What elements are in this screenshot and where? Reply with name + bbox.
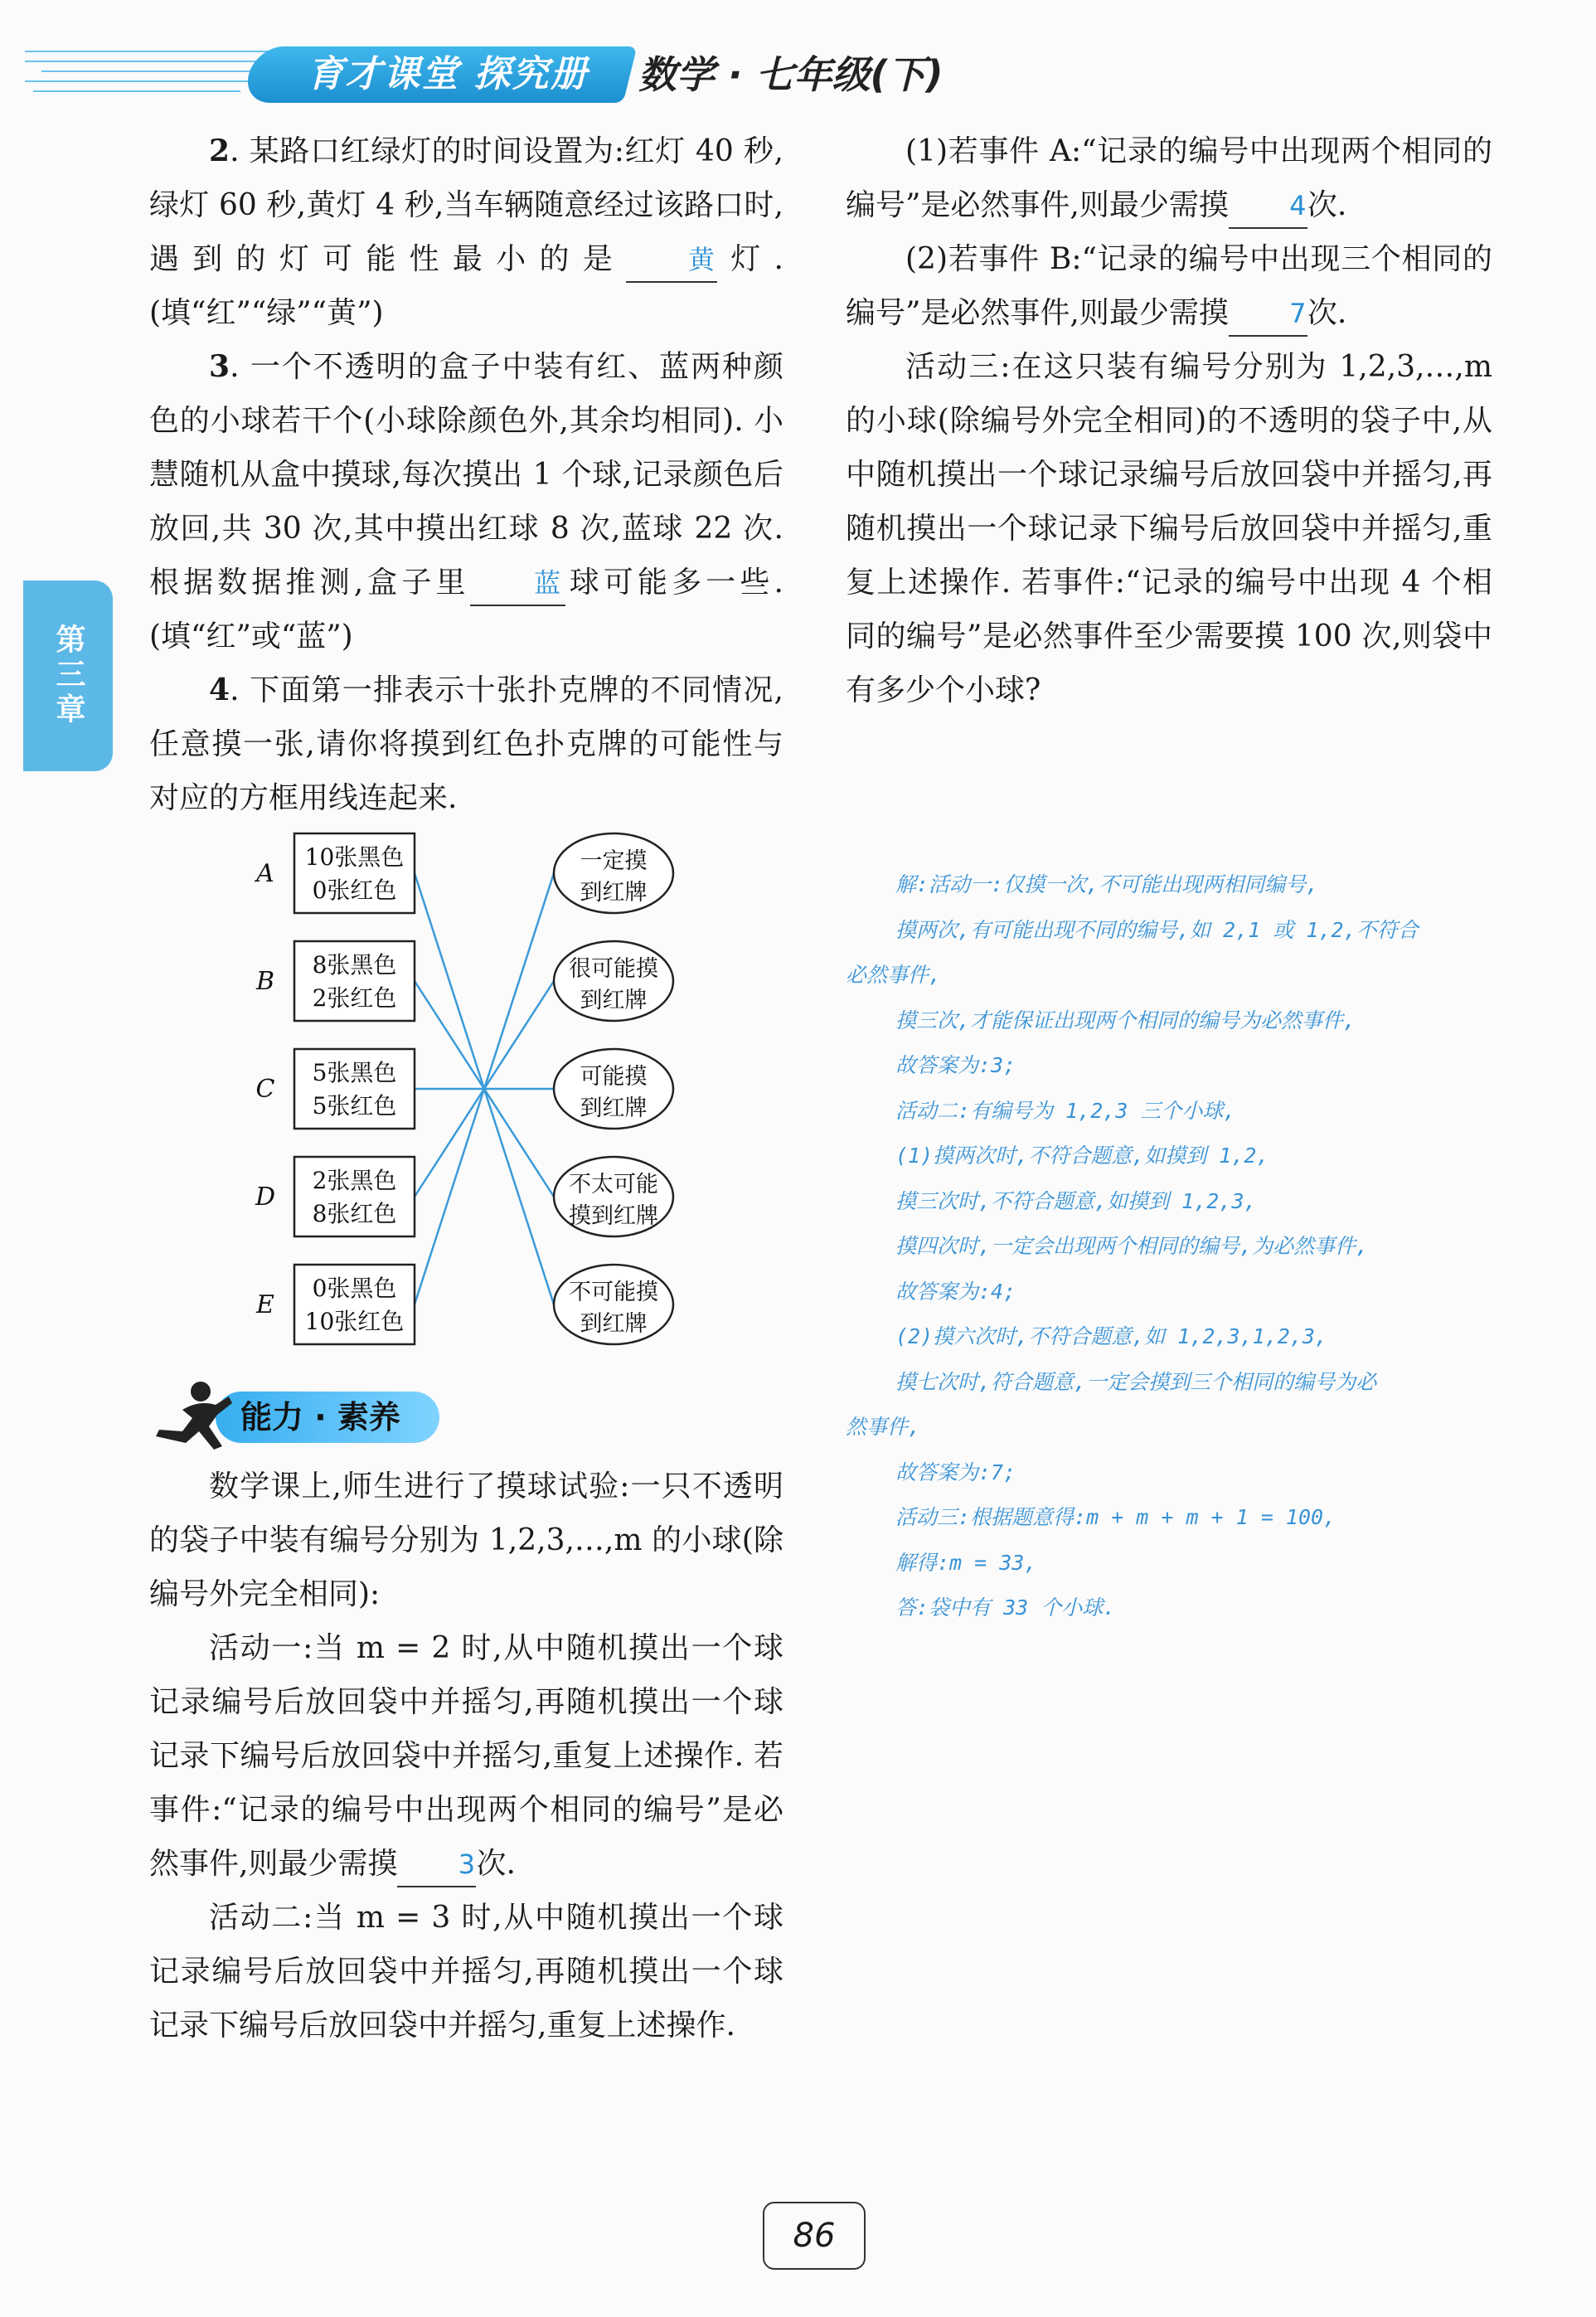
solution-line: 必然事件, — [846, 963, 942, 987]
card-box-line1-a: 10张黑色 — [304, 843, 405, 871]
card-box-letter-a: A — [256, 859, 274, 888]
matching-diagram — [249, 825, 696, 1356]
likelihood-oval-line2-4: 摸到红牌 — [569, 1203, 658, 1229]
page-number: 86 — [763, 2202, 866, 2270]
solution-line: 答:袋中有 33 个小球. — [895, 1596, 1116, 1620]
part-2-text: (2)若事件 B:“记录的编号中出现三个相同的编号”是必然事件,则最少需摸 — [846, 242, 1492, 330]
likelihood-oval-line1-4: 不太可能 — [569, 1172, 658, 1197]
header-subject: 数学 · 七年级(下) — [638, 52, 944, 97]
question-4-number: 4 — [209, 673, 230, 707]
question-3-answer: 蓝 — [470, 561, 565, 606]
ability-title: 能力 · 素养 — [240, 1399, 400, 1435]
part-2-end: 次. — [1307, 296, 1347, 330]
ability-section-header — [149, 1377, 448, 1451]
activity-3: 活动三:在这只装有编号分别为 1,2,3,…,m 的小球(除编号外完全相同)的不透明的袋子中,从中随机摸出一个球记录编号后放回袋中并摇匀,再随机摸出一个球记录下编号后放回袋中并摇匀,重复上述操作. 若事件:“记录的编号中出现 4 个相同的编号”是必然事件至少需要摸 100 次,则袋中有多少个小球? — [846, 350, 1492, 707]
activity-1-answer: 3 — [397, 1843, 476, 1887]
activity-1-text: 活动一:当 m = 2 时,从中随机摸出一个球记录编号后放回袋中并摇匀,再随机摸出一个球记录下编号后放回袋中并摇匀,重复上述操作. 若事件:“记录的编号中出现两个相同的编号”是必然事件,则最少需摸 — [149, 1631, 783, 1881]
question-3-number: 3 — [209, 349, 230, 384]
solution-line: 解:活动一:仅摸一次,不可能出现两相同编号, — [895, 872, 1319, 896]
likelihood-oval-line2-2: 到红牌 — [580, 988, 648, 1013]
card-box-line2-a: 0张红色 — [312, 877, 397, 904]
card-box-letter-c: C — [255, 1075, 275, 1104]
likelihood-oval-line2-5: 到红牌 — [580, 1311, 648, 1337]
solution-line: 摸三次,才能保证出现两个相同的编号为必然事件, — [895, 1008, 1356, 1032]
card-box-letter-b: B — [255, 967, 275, 996]
card-box-line2-c: 5张红色 — [312, 1092, 397, 1120]
solution-line: (2)摸六次时,不符合题意,如 1,2,3,1,2,3, — [895, 1324, 1327, 1348]
question-2-number: 2 — [209, 134, 230, 168]
likelihood-oval-line2-1: 到红牌 — [580, 880, 648, 906]
likelihood-oval-line1-2: 很可能摸 — [569, 956, 658, 982]
card-box-line2-d: 8张红色 — [312, 1200, 397, 1227]
question-3-text-end: 球可能多一些. (填“红”或“蓝”) — [149, 566, 783, 653]
question-2-text: . 某路口红绿灯的时间设置为:红灯 40 秒,绿灯 60 秒,黄灯 4 秒,当车辆随意经过该路口时,遇到的灯可能性最小的是 — [149, 134, 783, 276]
card-box-line1-d: 2张黑色 — [312, 1167, 397, 1194]
solution-line: 摸三次时,不符合题意,如摸到 1,2,3, — [895, 1188, 1257, 1213]
question-2 — [149, 124, 783, 340]
ability-intro: 数学课上,师生进行了摸球试验:一只不透明的袋子中装有编号分别为 1,2,3,…,m 的小球(除编号外完全相同): — [149, 1469, 783, 1611]
running-figure-icon — [149, 1377, 240, 1451]
right-column — [846, 124, 1492, 717]
part-1-answer: 4 — [1229, 184, 1307, 229]
part-2-answer: 7 — [1229, 292, 1307, 337]
card-box-line1-e: 0张黑色 — [312, 1275, 397, 1302]
solution-line: 然事件, — [846, 1415, 921, 1439]
card-box-line2-e: 10张红色 — [304, 1308, 405, 1335]
likelihood-oval-line1-5: 不可能摸 — [569, 1280, 658, 1305]
solution-line: (1)摸两次时,不符合题意,如摸到 1,2, — [895, 1144, 1269, 1168]
activity-2: 活动二:当 m = 3 时,从中随机摸出一个球记录编号后放回袋中并摇匀,再随机摸出一个球记录下编号后放回袋中并摇匀,重复上述操作. — [149, 1901, 783, 2043]
left-column-questions — [149, 124, 783, 825]
chapter-tab — [23, 580, 113, 771]
header-series-title: 育才课堂 探究册 — [307, 53, 589, 95]
part-1-text: (1)若事件 A:“记录的编号中出现两个相同的编号”是必然事件,则最少需摸 — [846, 134, 1492, 222]
question-3 — [149, 340, 783, 663]
solution-line: 活动二:有编号为 1,2,3 三个小球, — [895, 1098, 1236, 1123]
question-2-answer: 黄 — [626, 238, 717, 283]
ability-problem — [149, 1460, 783, 2052]
solution-block — [846, 862, 1501, 1631]
header-decoration-lines — [25, 43, 274, 101]
likelihood-oval-line1-1: 一定摸 — [580, 848, 648, 874]
solution-line: 活动三:根据题意得:m + m + m + 1 = 100, — [895, 1505, 1336, 1529]
question-4 — [149, 663, 783, 825]
card-box-letter-d: D — [255, 1183, 276, 1212]
likelihood-oval-line2-3: 到红牌 — [580, 1095, 648, 1121]
solution-line: 故答案为:4; — [895, 1279, 1016, 1304]
solution-line: 解得:m = 33, — [895, 1550, 1037, 1575]
activity-1-end: 次. — [476, 1847, 516, 1881]
solution-line: 故答案为:7; — [895, 1460, 1016, 1484]
activity-1 — [149, 1621, 783, 1891]
solution-line: 摸两次,有可能出现不同的编号,如 2,1 或 1,2,不符合 — [895, 917, 1419, 942]
solution-line: 故答案为:3; — [895, 1053, 1016, 1077]
part-1-end: 次. — [1307, 188, 1347, 222]
card-box-line1-b: 8张黑色 — [312, 951, 397, 979]
card-box-line1-c: 5张黑色 — [312, 1059, 397, 1086]
solution-line: 摸七次时,符合题意,一定会摸到三个相同的编号为必 — [895, 1369, 1377, 1394]
solution-line: 摸四次时,一定会出现两个相同的编号,为必然事件, — [895, 1234, 1369, 1258]
question-4-text: . 下面第一排表示十张扑克牌的不同情况,任意摸一张,请你将摸到红色扑克牌的可能性与对应的方框用线连起来. — [149, 673, 783, 815]
question-2-text-end: 灯. (填“红”“绿”“黄”) — [149, 242, 783, 330]
part-2 — [846, 232, 1492, 340]
part-1 — [846, 124, 1492, 232]
card-box-letter-e: E — [256, 1290, 274, 1319]
likelihood-oval-line1-3: 可能摸 — [580, 1064, 648, 1090]
question-3-text: . 一个不透明的盒子中装有红、蓝两种颜色的小球若干个(小球除颜色外,其余均相同). 小慧随机从盒中摸球,每次摸出 1 个球,记录颜色后放回,共 30 次,其中摸出红球 8 次,蓝球 22 次. 根据数据推测,盒子里 — [149, 350, 783, 600]
chapter-tab-label: 第三章 — [51, 624, 85, 728]
card-box-line2-b: 2张红色 — [312, 984, 397, 1012]
